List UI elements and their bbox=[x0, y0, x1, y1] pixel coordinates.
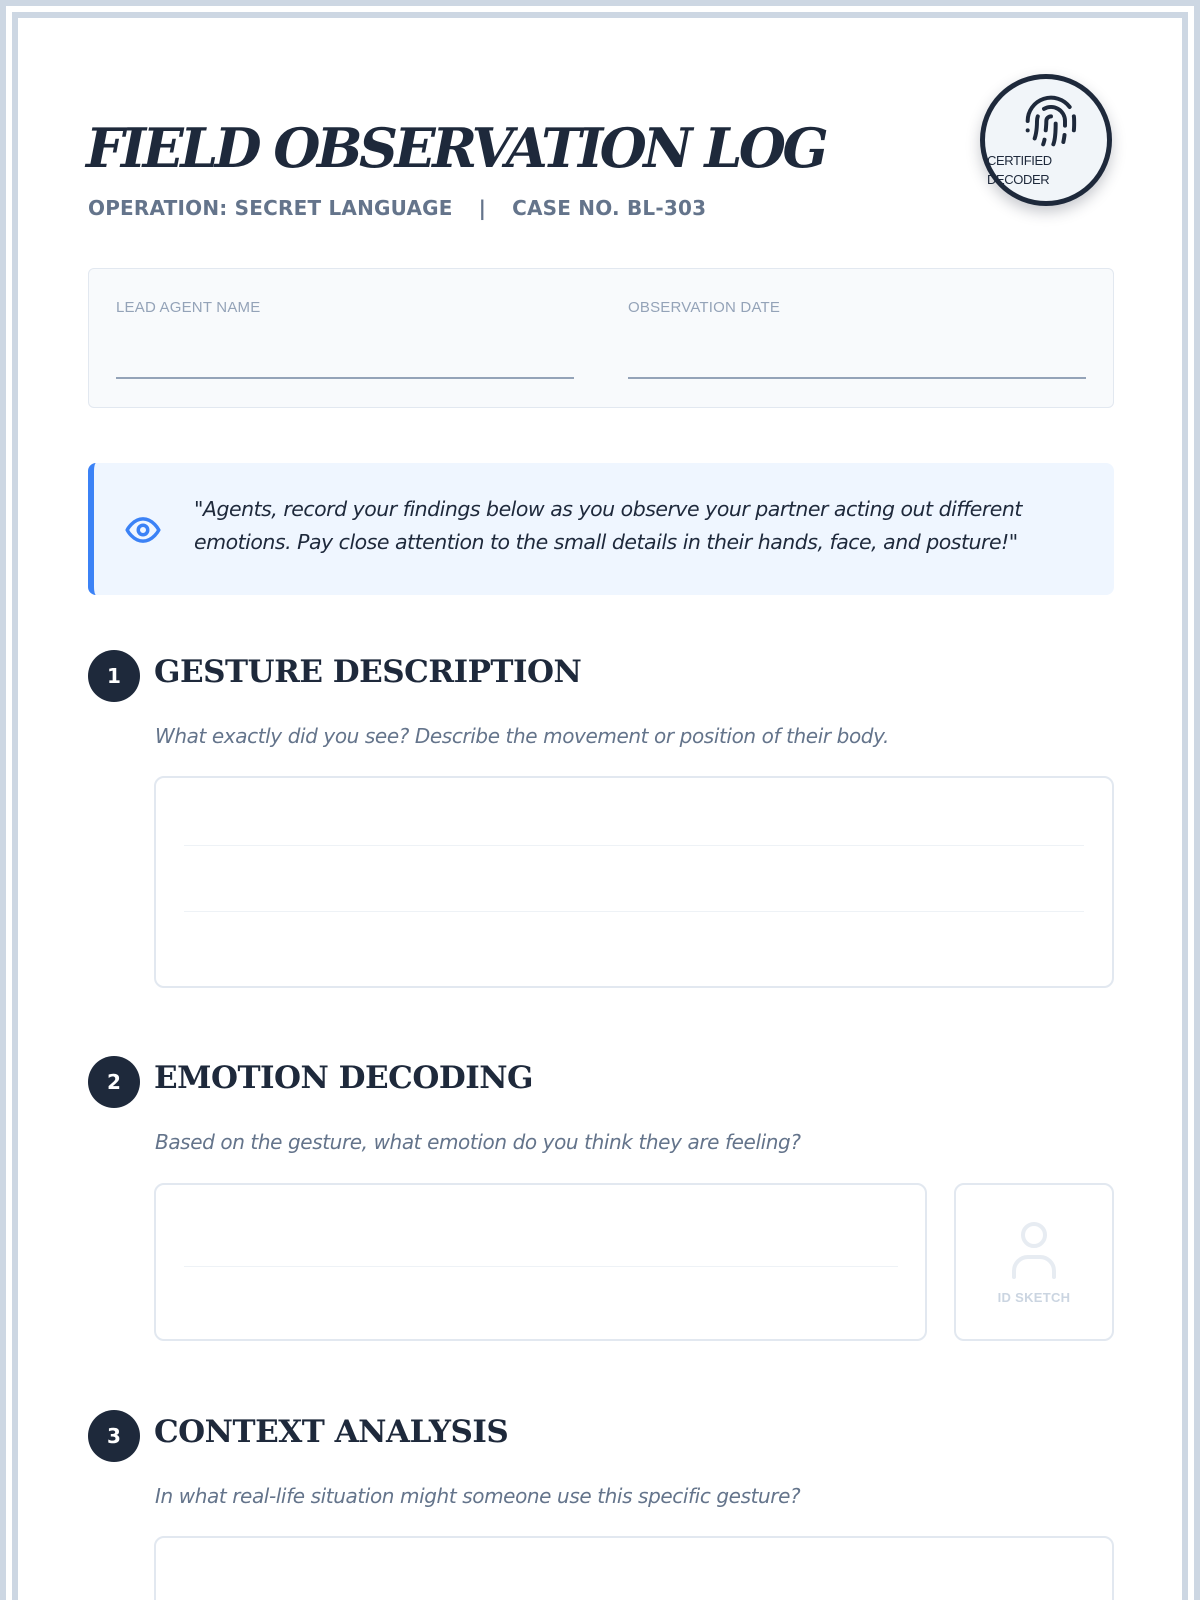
observation-date-label: OBSERVATION DATE bbox=[628, 299, 781, 316]
section-1-prompt: What exactly did you see? Describe the movement or position of their body. bbox=[155, 724, 889, 748]
section-1-number: 1 bbox=[88, 650, 140, 702]
observation-date-field[interactable] bbox=[628, 377, 1086, 379]
id-sketch-label: ID SKETCH bbox=[997, 1290, 1071, 1305]
id-sketch-box[interactable] bbox=[954, 1183, 1114, 1341]
section-3-prompt: In what real-life situation might someone use this specific gesture? bbox=[155, 1484, 801, 1508]
operation-name: OPERATION: SECRET LANGUAGE bbox=[88, 196, 453, 220]
context-analysis-answer-box[interactable] bbox=[154, 1536, 1114, 1600]
section-3-title: CONTEXT ANALYSIS bbox=[154, 1414, 509, 1450]
agent-info-box bbox=[88, 268, 1114, 408]
page-subtitle bbox=[88, 196, 706, 220]
writing-line bbox=[184, 1266, 898, 1267]
emotion-decoding-answer-box[interactable] bbox=[154, 1183, 927, 1341]
instructions-text: "Agents, record your findings below as you observe your partner acting out different emotions. Pay close attention to the small details in their hands, face, and posture!" bbox=[194, 497, 1022, 554]
person-icon bbox=[1011, 1221, 1057, 1279]
lead-agent-name-field[interactable] bbox=[116, 377, 574, 379]
badge-label bbox=[987, 151, 1067, 189]
eye-icon bbox=[124, 511, 162, 549]
fingerprint-icon bbox=[1023, 93, 1079, 149]
badge-label-line2: DECODER bbox=[987, 172, 1050, 187]
writing-line bbox=[184, 845, 1084, 846]
instructions-callout bbox=[88, 463, 1114, 595]
section-2-number: 2 bbox=[88, 1056, 140, 1108]
badge-label-line1: CERTIFIED bbox=[987, 153, 1052, 168]
subtitle-separator: | bbox=[478, 196, 487, 220]
section-1-title: GESTURE DESCRIPTION bbox=[154, 654, 582, 690]
writing-line bbox=[184, 911, 1084, 912]
page-title: FIELD OBSERVATION LOG bbox=[86, 116, 826, 180]
lead-agent-label: LEAD AGENT NAME bbox=[116, 299, 261, 316]
gesture-description-answer-box[interactable] bbox=[154, 776, 1114, 988]
case-number: CASE NO. BL-303 bbox=[512, 196, 707, 220]
section-2-prompt: Based on the gesture, what emotion do you think they are feeling? bbox=[155, 1130, 801, 1154]
certified-decoder-badge bbox=[980, 74, 1112, 206]
section-3-number: 3 bbox=[88, 1410, 140, 1462]
section-2-title: EMOTION DECODING bbox=[154, 1060, 534, 1096]
